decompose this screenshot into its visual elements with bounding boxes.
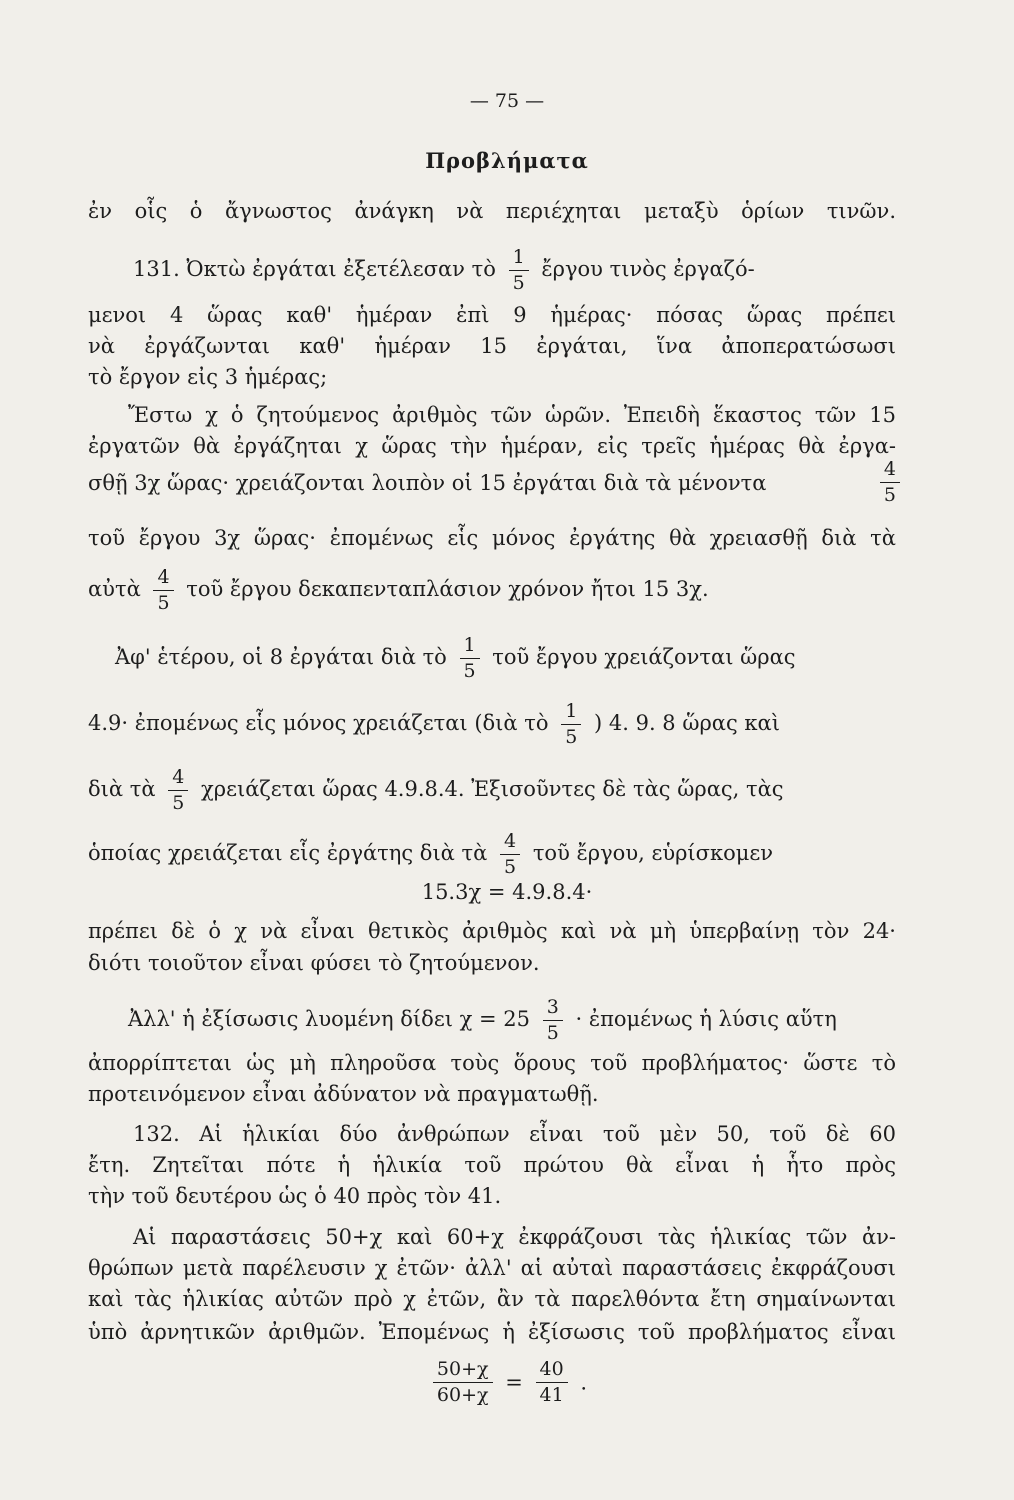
text-line: καὶ τὰς ἡλικίας αὐτῶν πρὸ χ ἐτῶν, ἂν τὰ παρελθόντα ἔτη σημαίνωνται xyxy=(88,1287,896,1311)
fraction: $\frac{4}{5}$ xyxy=(168,768,188,813)
text-line: τοῦ ἔργου 3χ ὥρας· ἐπομένως εἷς μόνος ἐργάτης θὰ χρειασθῇ διὰ τὰ xyxy=(88,526,896,550)
fraction: $\frac{4}{5}$ xyxy=(153,568,173,613)
text-line: αὐτὰ $\frac{4}{5}$ τοῦ ἔργου δεκαπενταπλάσιον χρόνον ἤτοι 15 3χ. xyxy=(88,566,709,614)
text-line: ἐν οἷς ὁ ἄγνωστος ἀνάγκη νὰ περιέχηται μεταξὺ ὁρίων τινῶν. xyxy=(88,199,896,223)
text-line: Ἀφ' ἑτέρου, οἱ 8 ἐργάται διὰ τὸ $\frac{1}{5}$ τοῦ ἔργου χρειάζονται ὥρας xyxy=(115,634,796,682)
equation: 15.3χ = 4.9.8.4· xyxy=(421,880,593,904)
text-line: ἔτη. Ζητεῖται πότε ἡ ἡλικία τοῦ πρώτου θὰ εἶναι ἡ ἧτο πρὸς xyxy=(88,1153,896,1177)
text-line: 132. Αἱ ἡλικίαι δύο ἀνθρώπων εἶναι τοῦ μὲν 50, τοῦ δὲ 60 xyxy=(133,1122,896,1146)
fraction: $\frac{3}{5}$ xyxy=(543,998,563,1043)
text-line: διὰ τὰ $\frac{4}{5}$ χρειάζεται ὥρας 4.9.8.4. Ἐξισοῦντες δὲ τὰς ὥρας, τὰς xyxy=(88,766,784,814)
fraction: $\frac{1}{5}$ xyxy=(509,248,529,293)
text-line: 4.9· ἐπομένως εἷς μόνος χρειάζεται (διὰ τὸ $\frac{1}{5}$ ) 4. 9. 8 ὥρας καὶ xyxy=(88,700,780,748)
text-line: θρώπων μετὰ παρέλευσιν χ ἐτῶν· ἀλλ' αἱ αὐταὶ παραστάσεις ἐκφράζουσι xyxy=(88,1256,896,1280)
text-line: προτεινόμενον εἶναι ἀδύνατον νὰ πραγματωθῇ. xyxy=(88,1082,599,1106)
fraction: $\frac{50+\chi}{60+\chi}$ xyxy=(433,1360,493,1405)
text-line: Ἔστω χ ὁ ζητούμενος ἀριθμὸς τῶν ὡρῶν. Ἐπειδὴ ἕκαστος τῶν 15 xyxy=(128,403,896,427)
final-equation: $\frac{50+\chi}{60+\chi}$ = $\frac{40}{41}$ . xyxy=(0,1360,1014,1405)
text-line: τὸ ἔργον εἰς 3 ἡμέρας; xyxy=(88,365,328,389)
text-line: ὁποίας χρειάζεται εἷς ἐργάτης διὰ τὰ $\frac{4}{5}$ τοῦ ἔργου, εὑρίσκομεν xyxy=(88,830,774,878)
fraction: $\frac{1}{5}$ xyxy=(561,702,581,747)
text-line: διότι τοιοῦτον εἶναι φύσει τὸ ζητούμενον. xyxy=(88,951,540,975)
text-line: μενοι 4 ὥρας καθ' ἡμέραν ἐπὶ 9 ἡμέρας· πόσας ὥρας πρέπει xyxy=(88,303,896,327)
fraction: $\frac{1}{5}$ xyxy=(460,636,480,681)
text-line: νὰ ἐργάζωνται καθ' ἡμέραν 15 ἐργάται, ἵνα ἀποπερατώσωσι xyxy=(88,334,896,358)
text-line: σθῇ 3χ ὥρας· χρειάζονται λοιπὸν οἱ 15 ἐργάται διὰ τὰ μένοντα $\frac{4}{5}$ xyxy=(88,470,896,496)
fraction: $\frac{4}{5}$ xyxy=(500,832,520,877)
page-number: — 75 — xyxy=(469,90,545,112)
text-line: ὑπὸ ἀρνητικῶν ἀριθμῶν. Ἐπομένως ἡ ἐξίσωσις τοῦ προβλήματος εἶναι xyxy=(88,1320,896,1344)
text-line: 131. Ὀκτὼ ἐργάται ἐξετέλεσαν τὸ $\frac{1}{5}$ ἔργου τινὸς ἐργαζό- xyxy=(133,246,755,294)
text-line: πρέπει δὲ ὁ χ νὰ εἶναι θετικὸς ἀριθμὸς καὶ νὰ μὴ ὑπερβαίνῃ τὸν 24· xyxy=(88,919,896,943)
fraction: $\frac{40}{41}$ xyxy=(536,1360,568,1405)
text-line: ἀπορρίπτεται ὡς μὴ πληροῦσα τοὺς ὅρους τοῦ προβλήματος· ὥστε τὸ xyxy=(88,1051,896,1075)
section-heading: Προβλήματα xyxy=(425,148,589,173)
fraction: $\frac{4}{5}$ xyxy=(880,460,900,505)
text-line: ἐργατῶν θὰ ἐργάζηται χ ὥρας τὴν ἡμέραν, εἰς τρεῖς ἡμέρας θὰ ἐργα- xyxy=(88,434,896,458)
text-line: Ἀλλ' ἡ ἐξίσωσις λυομένη δίδει χ = 25 $\frac{3}{5}$ · ἐπομένως ἡ λύσις αὕτη xyxy=(128,996,837,1044)
text-line: τὴν τοῦ δευτέρου ὡς ὁ 40 πρὸς τὸν 41. xyxy=(88,1184,502,1208)
text-line: Αἱ παραστάσεις 50+χ καὶ 60+χ ἐκφράζουσι τὰς ἡλικίας τῶν ἀν- xyxy=(133,1225,896,1249)
